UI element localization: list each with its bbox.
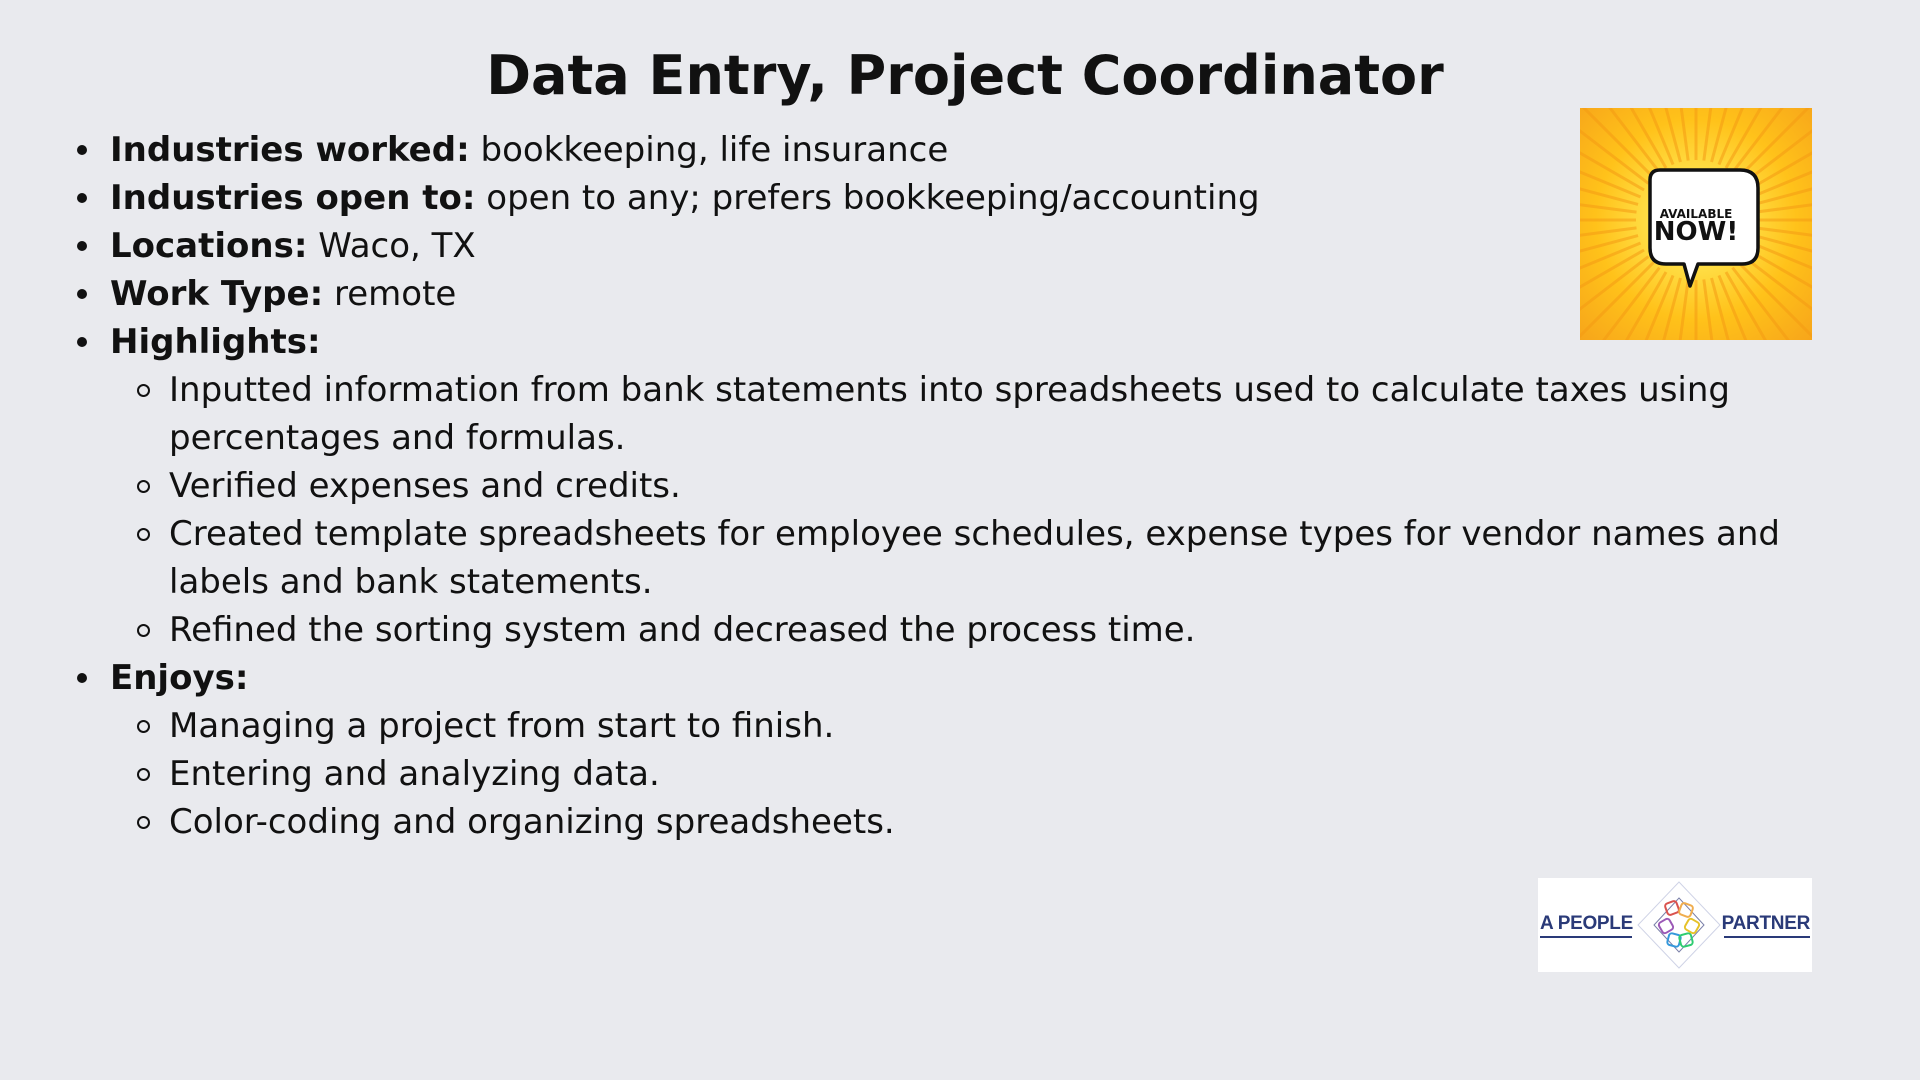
enjoy-text: Managing a project from start to finish. [169,706,835,746]
logo-underline-left [1540,936,1632,938]
list-item [72,606,1872,654]
detail-label: Industries open to: [110,178,476,218]
highlight-text: Created template spreadsheets for employee schedules, expense types for vendor names and labels and bank statements. [169,514,1780,602]
highlight-text: Inputted information from bank statements into spreadsheets used to calculate taxes using percentages and formulas. [169,370,1731,458]
enjoys-label: Enjoys: [110,658,249,698]
highlight-text: Refined the sorting system and decreased the process time. [169,610,1196,650]
sunburst-ray [1671,279,1688,340]
list-item [72,462,1872,510]
highlights-section [72,318,1872,654]
enjoy-text: Entering and analyzing data. [169,754,660,794]
detail-value: bookkeeping, life insurance [469,130,949,170]
detail-label: Locations: [110,226,308,266]
detail-label: Industries worked: [110,130,470,170]
logo-underline-right [1724,936,1810,938]
highlights-label: Highlights: [110,322,321,362]
enjoys-list [72,702,1872,846]
detail-value: open to any; prefers bookkeeping/accounting [475,178,1260,218]
detail-value: Waco, TX [307,226,476,266]
sunburst-ray [1704,279,1721,340]
highlights-list [72,366,1872,654]
enjoys-section [72,654,1872,846]
list-item [72,750,1872,798]
enjoy-text: Color-coding and organizing spreadsheets. [169,802,895,842]
list-item [72,702,1872,750]
logo-left-text: A PEOPLE [1540,913,1633,934]
list-item [72,366,1872,462]
list-item [72,798,1872,846]
page-title: Data Entry, Project Coordinator [486,44,1444,107]
list-item [72,510,1872,606]
sunburst-ray [1647,278,1681,340]
diamond-hands-icon [1634,878,1724,972]
available-now-badge [1580,108,1812,340]
detail-value: remote [323,274,457,314]
badge-line-2: NOW! [1653,217,1739,247]
detail-label: Work Type: [110,274,324,314]
logo-right-text: PARTNER [1721,913,1810,934]
sunburst-ray [1712,278,1746,340]
highlight-text: Verified expenses and credits. [169,466,681,506]
a-people-partner-logo [1538,878,1812,972]
badge-line-1: AVAILABLE [1659,207,1733,221]
